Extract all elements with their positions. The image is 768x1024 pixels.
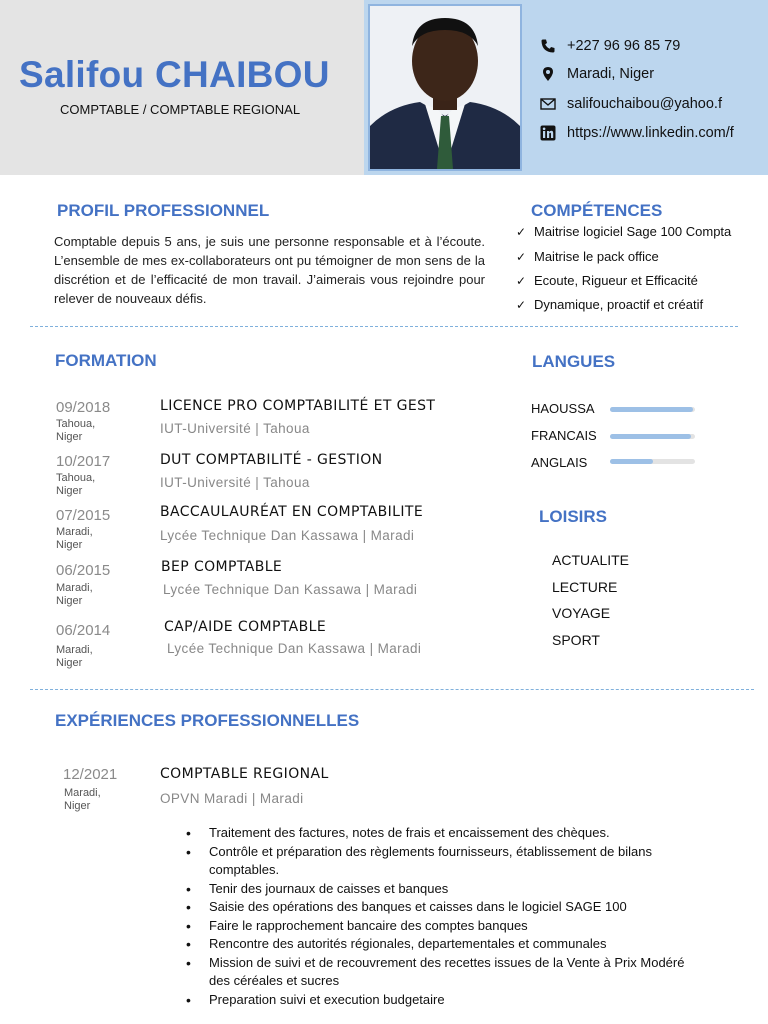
contact-email[interactable]	[540, 94, 722, 114]
experience-date: 12/2021	[63, 766, 118, 783]
languages-section-title: LANGUES	[532, 352, 616, 371]
linkedin-icon	[540, 125, 556, 141]
education-location: Maradi, Niger	[56, 644, 93, 669]
profile-text: Comptable depuis 5 ans, je suis une personne responsable et à l’écoute. L’ensemble de mes ex-collaborateurs ont pu témoigner de mon sens de la discrétion et de l’efficacité de mon travail. J’aimerais vous rejoindre pour relever de nouveaux défis.	[54, 234, 485, 306]
education-date: 06/2015	[56, 562, 111, 579]
education-date: 07/2015	[56, 507, 111, 524]
experience-task: • Preparation suivi et execution budgetaire	[186, 991, 706, 1010]
profile-photo	[368, 4, 522, 171]
education-date: 10/2017	[56, 453, 111, 470]
education-location: Maradi, Niger	[56, 526, 93, 551]
education-date: 09/2018	[56, 399, 111, 416]
hobby-item: ACTUALITE	[552, 552, 630, 568]
experience-task: • Mission de suivi et de recouvrement des recettes issues de la Vente à Prix Modéré des céréales et sucres	[186, 954, 706, 991]
experience-task: • Contrôle et préparation des règlements fournisseurs, établissement de bilans comptables.	[186, 843, 706, 880]
candidate-name: Salifou CHAIBOU	[19, 54, 330, 95]
experience-employer: OPVN Maradi | Maradi	[160, 791, 304, 806]
education-school: Lycée Technique Dan Kassawa | Maradi	[167, 641, 422, 656]
language-level-fill	[610, 434, 691, 439]
hobby-item: SPORT	[552, 632, 600, 648]
checkmark-icon: ✓	[516, 298, 527, 312]
envelope-icon	[540, 96, 556, 112]
experience-location: Maradi, Niger	[64, 787, 101, 812]
profile-photo-area	[364, 0, 526, 175]
location-pin-icon	[540, 66, 556, 82]
skill-item: ✓ Dynamique, proactif et créatif	[516, 297, 704, 312]
section-divider	[30, 689, 754, 690]
experience-role: COMPTABLE REGIONAL	[160, 766, 329, 782]
skill-item: ✓ Maitrise logiciel Sage 100 Compta	[516, 224, 732, 239]
skills-section-title: COMPÉTENCES	[531, 201, 663, 220]
checkmark-icon: ✓	[516, 250, 527, 264]
section-divider	[30, 326, 738, 327]
profile-section-title: PROFIL PROFESSIONNEL	[57, 201, 270, 220]
language-name: ANGLAIS	[531, 455, 588, 470]
education-location: Maradi, Niger	[56, 582, 93, 607]
phone-icon	[540, 38, 556, 54]
contact-location-text: Maradi, Niger	[567, 66, 655, 82]
contact-location	[540, 64, 654, 84]
language-name: HAOUSSA	[531, 401, 595, 416]
experience-task: • Faire le rapprochement bancaire des comptes banques	[186, 917, 706, 936]
hobby-item: LECTURE	[552, 579, 618, 595]
experience-section-title: EXPÉRIENCES PROFESSIONNELLES	[55, 711, 360, 730]
education-degree: BEP COMPTABLE	[161, 559, 283, 575]
skill-item: ✓ Ecoute, Rigueur et Efficacité	[516, 273, 698, 288]
education-date: 06/2014	[56, 622, 111, 639]
language-name: FRANCAIS	[531, 428, 597, 443]
education-degree: CAP/AIDE COMPTABLE	[164, 619, 327, 635]
checkmark-icon: ✓	[516, 274, 527, 288]
education-location: Tahoua, Niger	[56, 418, 96, 443]
education-degree: LICENCE PRO COMPTABILITÉ ET GEST	[160, 398, 436, 414]
experience-task: • Traitement des factures, notes de frais et encaissement des chèques.	[186, 824, 706, 843]
job-title: COMPTABLE / COMPTABLE REGIONAL	[60, 102, 301, 117]
hobby-item: VOYAGE	[552, 605, 611, 621]
education-location: Tahoua, Niger	[56, 472, 96, 497]
checkmark-icon: ✓	[516, 225, 527, 239]
contact-linkedin[interactable]	[540, 123, 734, 143]
language-level-bar	[610, 434, 695, 439]
skill-item: ✓ Maitrise le pack office	[516, 249, 659, 264]
language-level-fill	[610, 407, 693, 412]
education-school: Lycée Technique Dan Kassawa | Maradi	[163, 582, 418, 597]
experience-task: • Saisie des opérations des banques et caisses dans le logiciel SAGE 100	[186, 898, 706, 917]
education-degree: BACCAULAURÉAT EN COMPTABILITE	[160, 504, 424, 520]
contact-phone	[540, 36, 680, 56]
contact-phone-text: +227 96 96 85 79	[567, 38, 681, 54]
education-section-title: FORMATION	[55, 351, 157, 370]
experience-task-list	[186, 824, 706, 1009]
language-level-bar	[610, 459, 695, 464]
language-level-fill	[610, 459, 653, 464]
experience-task: • Tenir des journaux de caisses et banques	[186, 880, 706, 899]
education-school: Lycée Technique Dan Kassawa | Maradi	[160, 528, 415, 543]
experience-task: • Rencontre des autorités régionales, departementales et communales	[186, 935, 706, 954]
contact-email-text[interactable]: salifouchaibou@yahoo.f	[567, 96, 722, 112]
language-level-bar	[610, 407, 695, 412]
hobbies-section-title: LOISIRS	[539, 507, 608, 526]
contact-linkedin-text[interactable]: https://www.linkedin.com/f	[567, 125, 734, 141]
education-school: IUT-Université | Tahoua	[160, 475, 310, 490]
education-school: IUT-Université | Tahoua	[160, 421, 310, 436]
header-contact-panel	[526, 0, 768, 175]
education-degree: DUT COMPTABILITÉ - GESTION	[160, 452, 383, 468]
